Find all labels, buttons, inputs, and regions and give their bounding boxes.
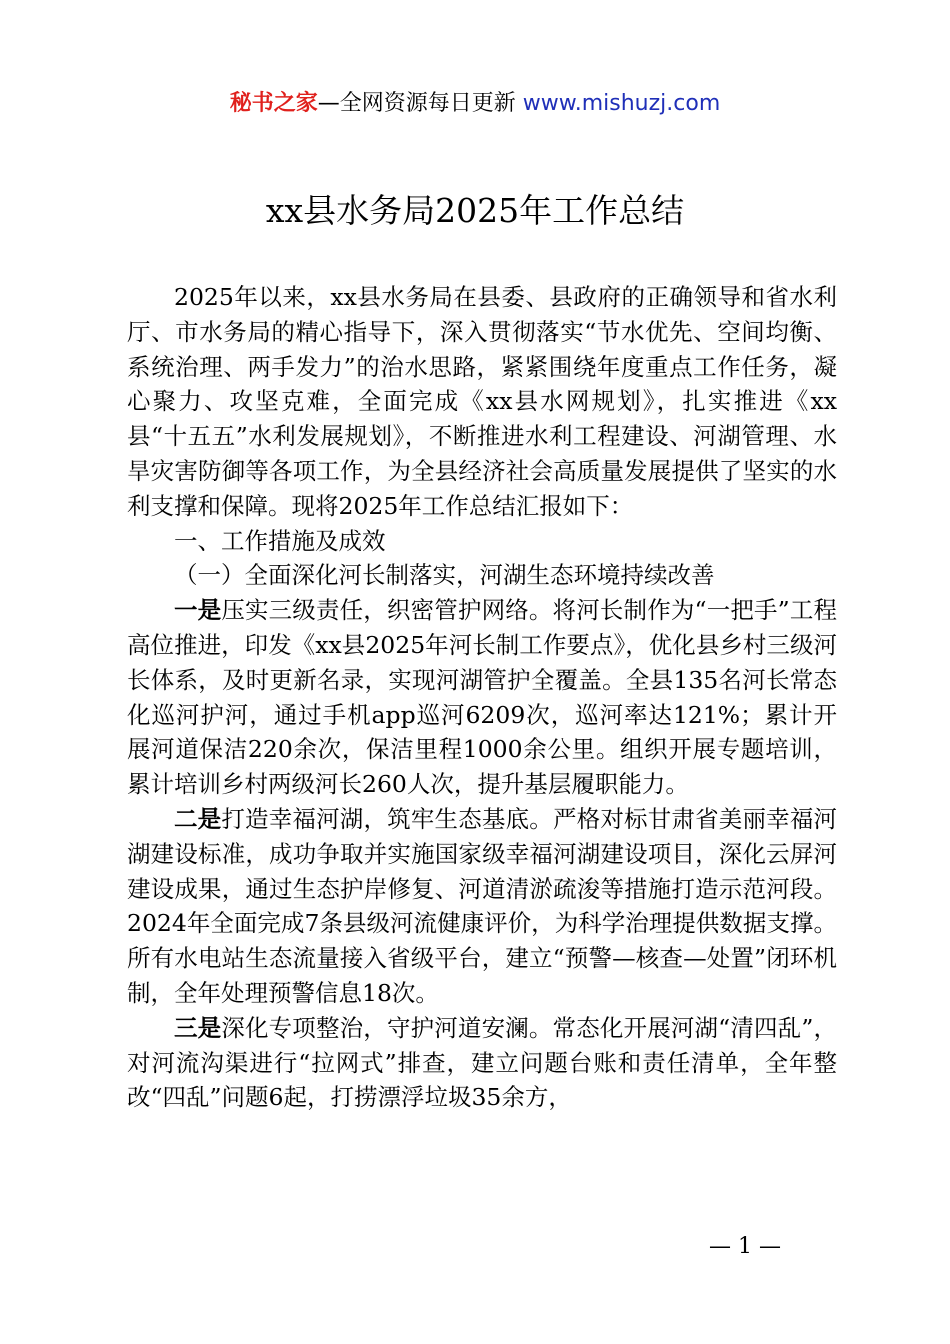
list-item-1-lead: 一是 <box>174 596 222 625</box>
list-item-2-text: 打造幸福河湖，筑牢生态基底。严格对标甘肃省美丽幸福河湖建设标准，成功争取并实施国家级幸福河湖建设项目，深化云屏河建设成果，通过生态护岸修复、河道清淤疏浚等措施打造示范河段。2024年全面完成7条县级河流健康评价，为科学治理提供数据支撑。所有水电站生态流量接入省级平台，建立“预警—核查—处置”闭环机制，全年处理预警信息18次。 <box>127 804 838 1007</box>
document-title: xx县水务局2025年工作总结 <box>265 191 685 230</box>
list-item-2 <box>127 802 837 1011</box>
banner-url-link[interactable]: www.mishuzj.com <box>522 91 721 116</box>
list-item-3-text: 深化专项整治，守护河道安澜。常态化开展河湖“清四乱”，对河流沟渠进行“拉网式”排查，建立问题台账和责任清单，全年整改“四乱”问题6起，打捞漂浮垃圾35余方， <box>127 1013 838 1112</box>
document-body <box>127 280 837 1115</box>
subsection-heading-1: （一）全面深化河长制落实，河湖生态环境持续改善 <box>174 561 715 590</box>
section-heading-1: 一、工作措施及成效 <box>174 526 386 555</box>
list-item-1 <box>127 593 837 802</box>
intro-paragraph: 2025年以来，xx县水务局在县委、县政府的正确领导和省水利厅、市水务局的精心指导下，深入贯彻落实“节水优先、空间均衡、系统治理、两手发力”的治水思路，紧紧围绕年度重点工作任务，凝心聚力、攻坚克难，全面完成《xx县水网规划》，扎实推进《xx县“十五五”水利发展规划》，不断推进水利工程建设、河湖管理、水旱灾害防御等各项工作，为全县经济社会高质量发展提供了坚实的水利支撑和保障。现将2025年工作总结汇报如下： <box>127 283 837 520</box>
site-banner <box>0 88 950 120</box>
banner-tagline: —全网资源每日更新 <box>317 91 516 116</box>
list-item-2-lead: 二是 <box>174 804 222 833</box>
list-item-1-text: 压实三级责任，织密管护网络。将河长制作为“一把手”工程高位推进，印发《xx县2025年河长制工作要点》，优化县乡村三级河长体系，及时更新名录，实现河湖管护全覆盖。全县135名河长常态化巡河护河，通过手机app巡河6209次，巡河率达121%；累计开展河道保洁220余次，保洁里程1000余公里。组织开展专题培训，累计培训乡村两级河长260人次，提升基层履职能力。 <box>127 596 838 799</box>
page-number: — 1 — <box>709 1234 781 1259</box>
banner-brand: 秘书之家 <box>229 91 318 116</box>
list-item-3-lead: 三是 <box>174 1013 222 1042</box>
list-item-3 <box>127 1011 837 1115</box>
